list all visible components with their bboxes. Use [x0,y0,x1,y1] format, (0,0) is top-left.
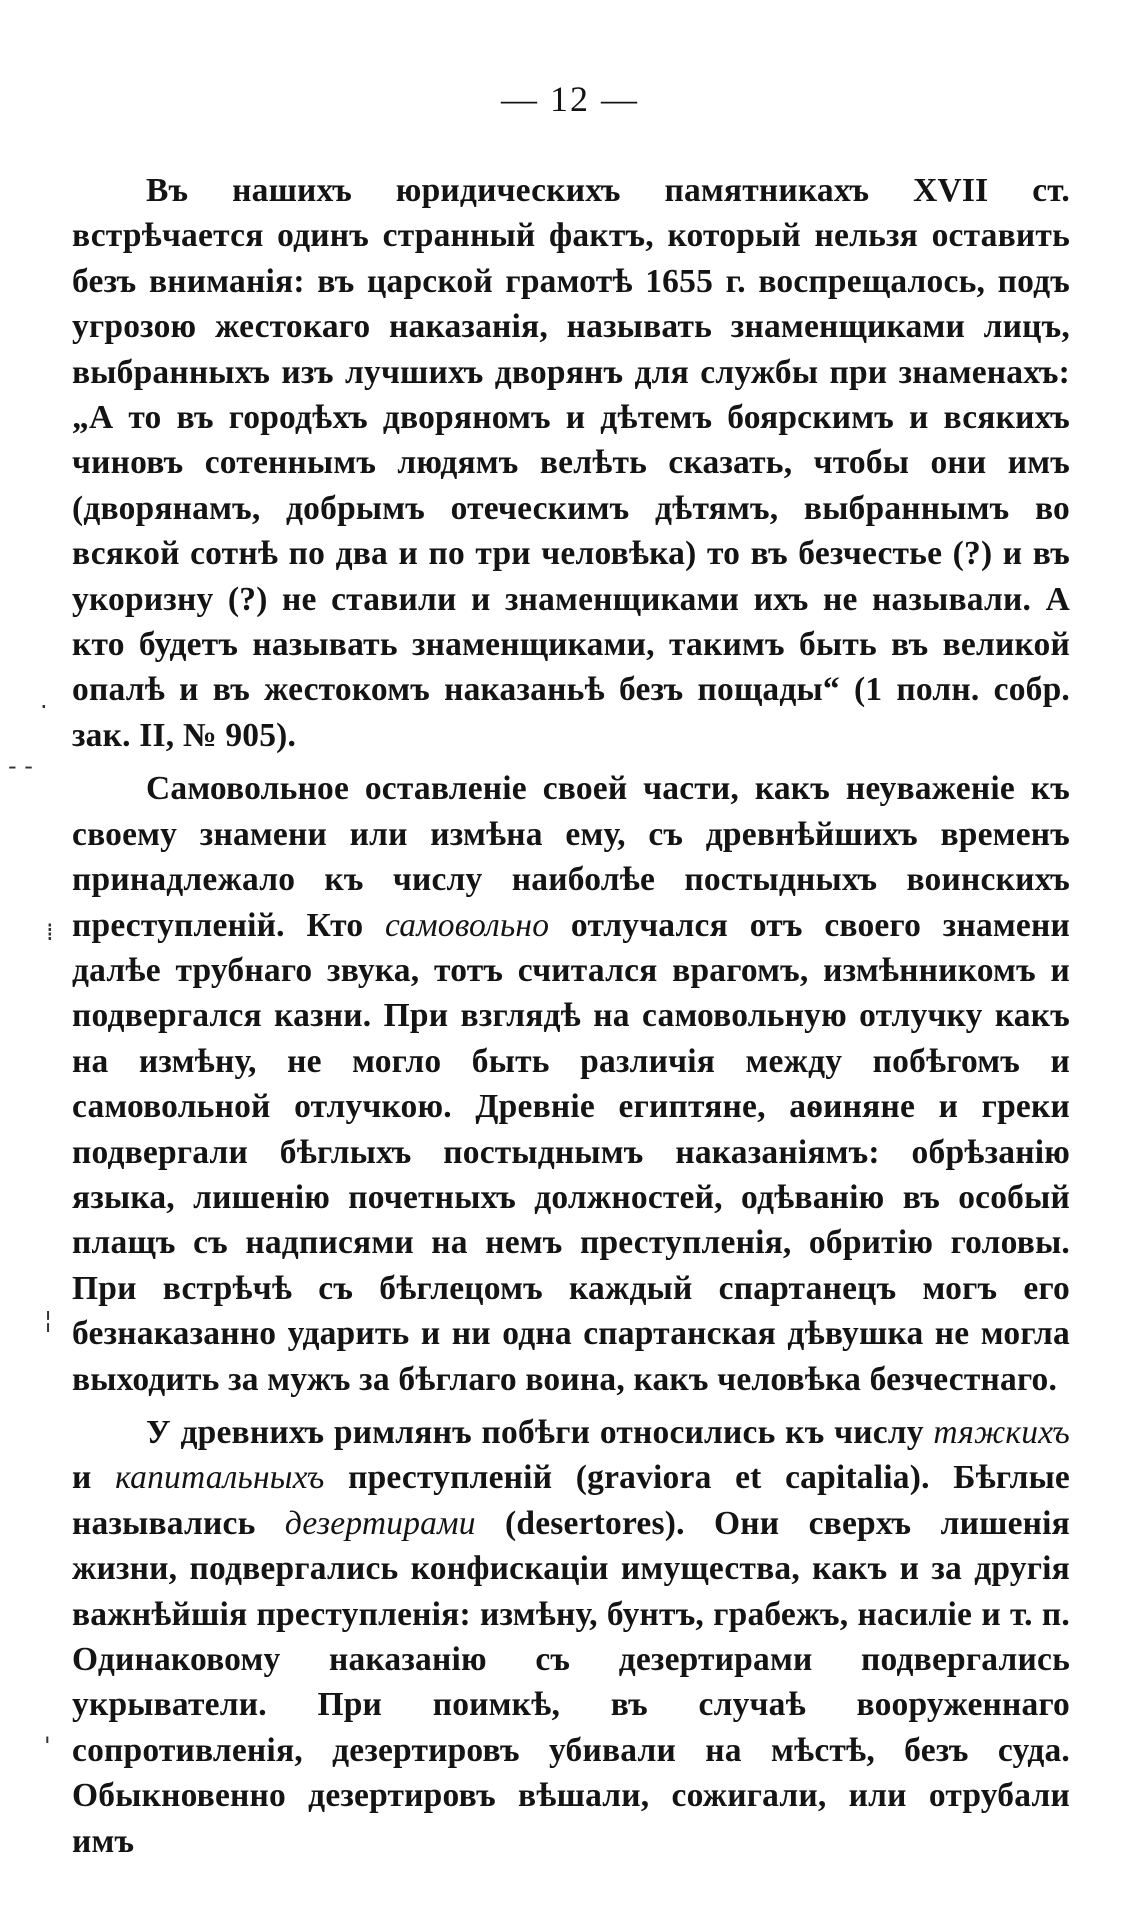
text-run: и [72,1459,116,1497]
paragraph-3 [72,1410,1070,1864]
text-run: Самовольное оставленіе своей части, какъ неуваженіе къ своему знамени или измѣна ему, съ древнѣйшихъ временъ принадлежало къ числу наиболѣе постыдныхъ воинскихъ преступленій. Кто [72,770,1070,944]
page-number: — 12 — [501,79,639,119]
text-run: У древнихъ римлянъ побѣги относились къ числу [146,1413,934,1451]
margin-mark: . [40,686,48,714]
italic-term: тяжкихъ [933,1413,1070,1451]
italic-term: самовольно [385,906,550,944]
margin-mark: ⁞ [46,918,54,946]
italic-term: дезертирами [284,1504,476,1542]
text-run: преступленій (graviora et capitalia). Бѣглые назывались [72,1459,1070,1542]
text-run: отлучался отъ своего знамени далѣе трубнаго звука, тотъ считался врагомъ, измѣнникомъ и подвергался казни. При взглядѣ на самовольную отлучку какъ на измѣну, не могло быть различія между побѣгомъ и самовольной отлучкою. Древніе египтяне, аѳиняне и греки подвергали бѣглыхъ постыднымъ наказаніямъ: обрѣзанію языка, лишенію почетныхъ должностей, одѣванію въ особый плащъ съ надписями на немъ преступленія, обритію головы. При встрѣчѣ съ бѣглецомъ каждый спартанецъ могъ его безнаказанно ударить и ни одна спартанская дѣвушка не могла выходить за мужъ за бѣглаго воина, какъ человѣка безчестнаго. [72,906,1070,1398]
text-run: (desertores). Они сверхъ лишенія жизни, подвергались конфискаціи имущества, какъ и за другія важнѣйшія преступленія: измѣну, бунтъ, грабежъ, насиліе и т. п. Одинаковому наказанію съ дезертирами подвергались укрыватели. При поимкѣ, въ случаѣ вооруженнаго сопротивленія, дезертировъ убивали на мѣстѣ, безъ суда. Обыкновенно дезертировъ вѣшали, сожигали, или отрубали имъ [72,1504,1070,1860]
paragraph-1 [72,168,1070,758]
margin-mark: ¦ [44,1306,53,1334]
body-text [72,168,1070,1864]
paragraph-2 [72,766,1070,1402]
text-run: Въ нашихъ юридическихъ памятникахъ XVII ст. встрѣчается одинъ странный фактъ, который нельзя оставить безъ вниманія: въ царской грамотѣ 1655 г. воспрещалось, подъ угрозою жестокаго наказанія, называть знаменщиками лицъ, выбранныхъ изъ лучшихъ дворянъ для службы при знаменахъ: „А то въ городѣхъ дворяномъ и дѣтемъ боярскимъ и всякихъ чиновъ сотеннымъ людямъ велѣть сказать, чтобы они имъ (дворянамъ, добрымъ отеческимъ дѣтямъ, выбраннымъ во всякой сотнѣ по два и по три человѣка) то въ безчестье (?) и въ укоризну (?) не ставили и знаменщиками ихъ не называли. А кто будетъ называть знаменщиками, такимъ быть въ великой опалѣ и въ жестокомъ наказаньѣ безъ пощады“ (1 полн. собр. зак. II, № 905). [72,172,1070,754]
margin-mark: - - [8,752,33,780]
italic-term: капитальныхъ [115,1459,325,1497]
margin-mark: ' [44,1732,51,1760]
